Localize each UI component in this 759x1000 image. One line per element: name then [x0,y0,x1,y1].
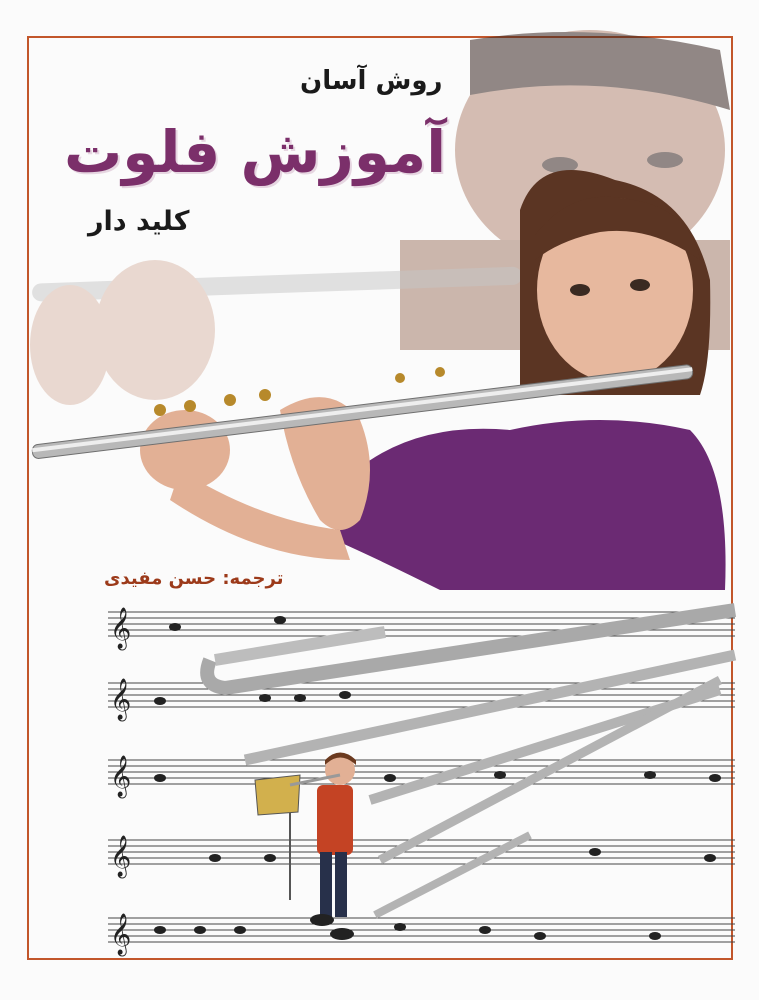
cover-title: آموزش فلوت [64,118,447,186]
flute-icon [207,610,735,915]
treble-clef-icon: 𝄞 [110,608,132,649]
treble-clef-icon: 𝄞 [110,836,132,877]
cover-subtitle: کلید دار [88,206,190,237]
treble-clef-icon: 𝄞 [110,756,132,797]
staff-2 [108,683,735,707]
cover-subtitle-top: روش آسان [300,66,443,96]
staff-4 [108,840,735,864]
treble-clef-icon: 𝄞 [110,679,132,720]
treble-clef-icon: 𝄞 [110,914,132,955]
translator-credit: ترجمه: حسن مفیدی [104,568,284,589]
